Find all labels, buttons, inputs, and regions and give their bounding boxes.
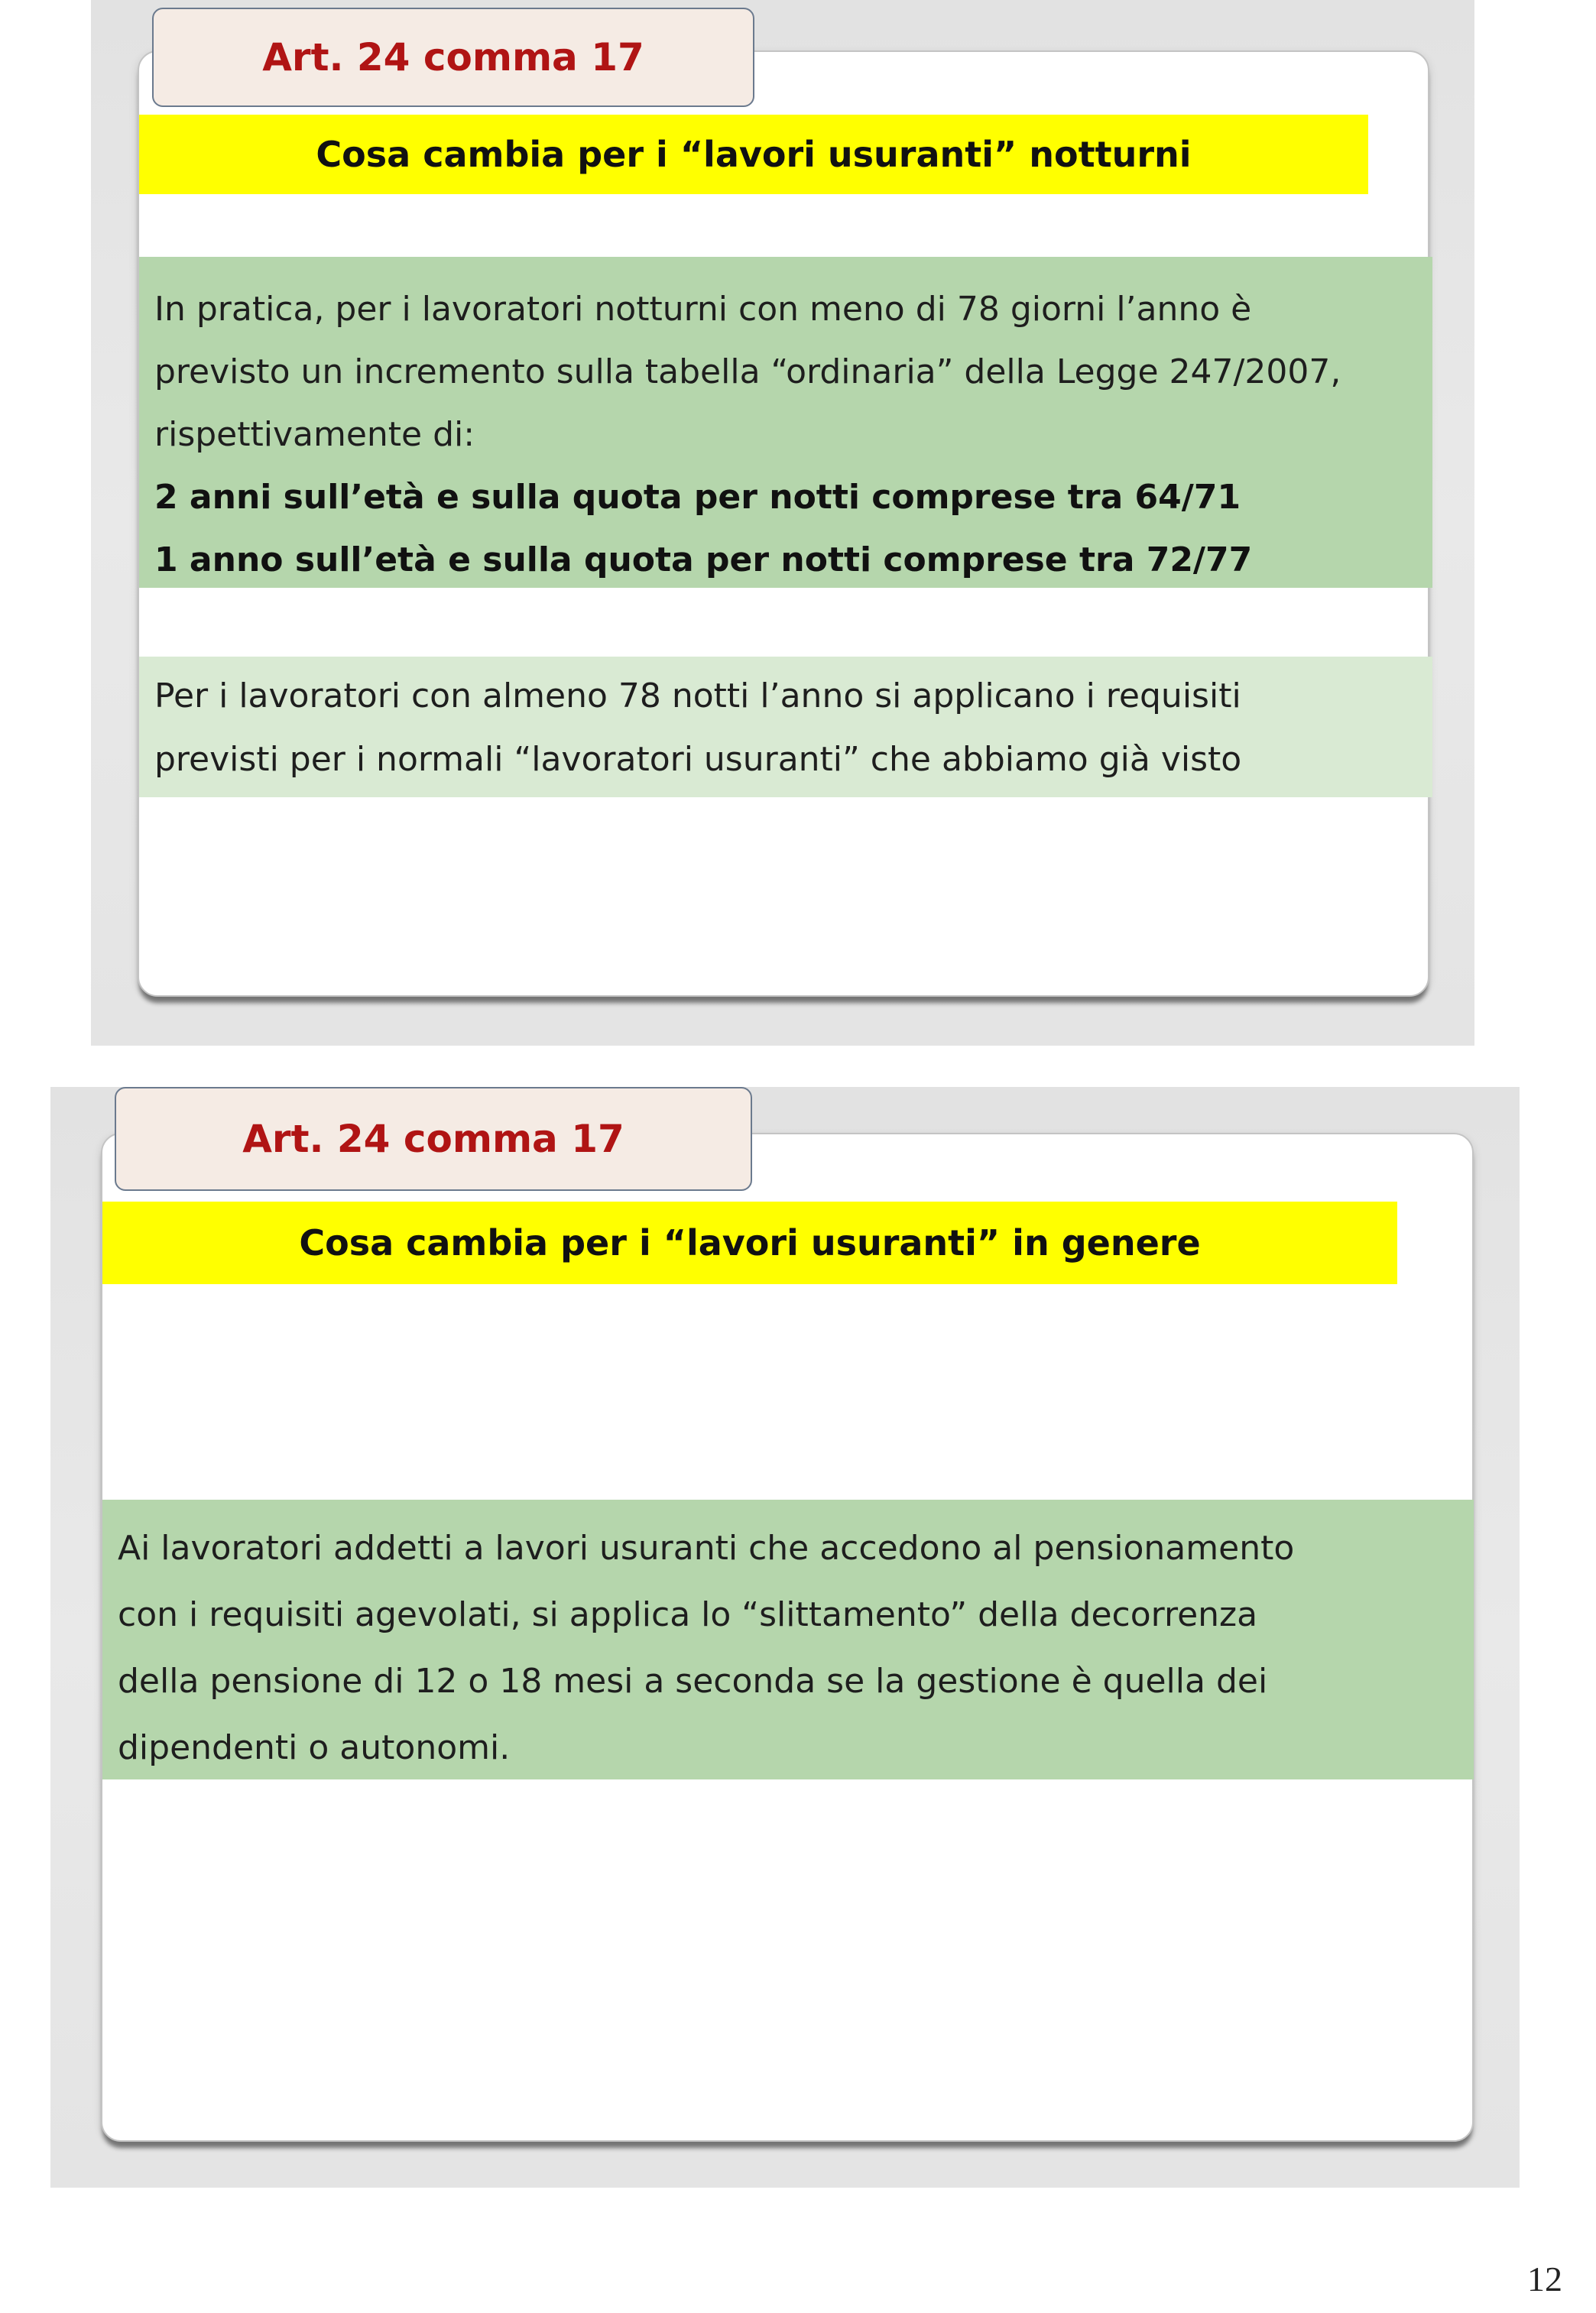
slide-1-text-box-2 <box>139 657 1432 797</box>
slide-2-text-box-1 <box>102 1500 1474 1779</box>
body-line: rispettivamente di: <box>154 415 475 454</box>
body-line: dipendenti o autonomi. <box>118 1728 511 1767</box>
slide-2-tab-title: Art. 24 comma 17 <box>115 1087 752 1191</box>
body-line: Per i lavoratori con almeno 78 notti l’anno si applicano i requisiti <box>154 676 1241 715</box>
slide-2-subtitle: Cosa cambia per i “lavori usuranti” in genere <box>102 1202 1397 1284</box>
bold-body-line: 1 anno sull’età e sulla quota per notti comprese tra 72/77 <box>154 540 1253 579</box>
slide-1 <box>91 0 1474 1046</box>
body-line: con i requisiti agevolati, si applica lo “slittamento” della decorrenza <box>118 1595 1258 1634</box>
body-line: Ai lavoratori addetti a lavori usuranti che accedono al pensionamento <box>118 1529 1295 1568</box>
body-line: In pratica, per i lavoratori notturni con meno di 78 giorni l’anno è <box>154 290 1252 329</box>
body-line: previsto un incremento sulla tabella “ordinaria” della Legge 247/2007, <box>154 352 1341 391</box>
body-line: della pensione di 12 o 18 mesi a seconda se la gestione è quella dei <box>118 1662 1268 1701</box>
slide-1-text-box-1 <box>139 257 1432 588</box>
slide-1-subtitle: Cosa cambia per i “lavori usuranti” notturni <box>139 115 1368 194</box>
page-number: 12 <box>1527 2259 1562 2298</box>
slide-1-tab-title: Art. 24 comma 17 <box>152 8 754 107</box>
bold-body-line: 2 anni sull’età e sulla quota per notti comprese tra 64/71 <box>154 478 1241 517</box>
body-line: previsti per i normali “lavoratori usuranti” che abbiamo già visto <box>154 740 1242 779</box>
slide-2 <box>50 1087 1520 2188</box>
